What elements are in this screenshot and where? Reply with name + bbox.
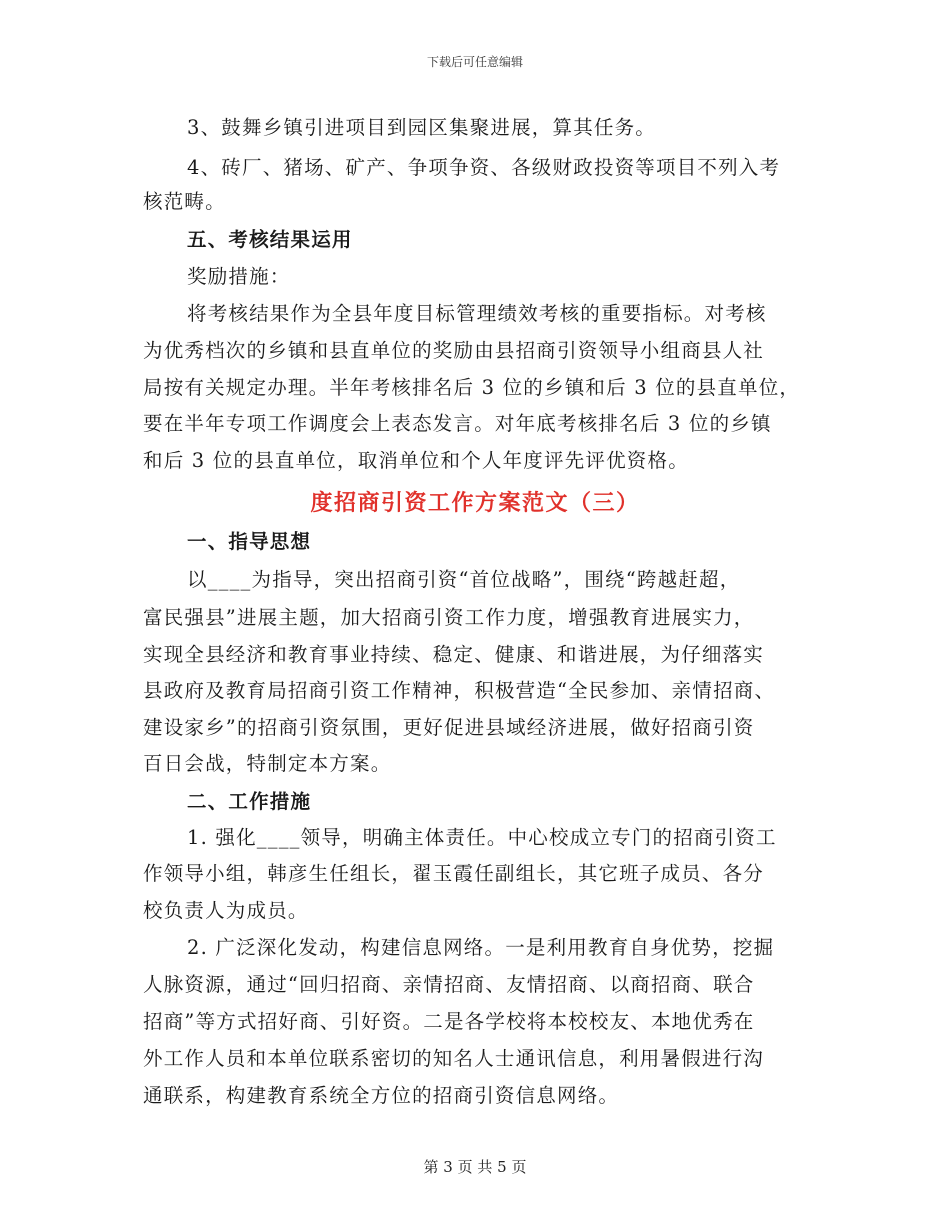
- paragraph-line: 2. 广泛深化发动，构建信息网络。一是利用教育自身优势，挖掘: [187, 936, 775, 959]
- paragraph-line: 3、鼓舞乡镇引进项目到园区集聚进展，算其任务。: [187, 116, 657, 139]
- paragraph-line: 将考核结果作为全县年度目标管理绩效考核的重要指标。对考核: [187, 302, 767, 325]
- paragraph-line: 招商”等方式招好商、引好资。二是各学校将本校校友、本地优秀在: [143, 1010, 755, 1033]
- paragraph-line: 百日会战，特制定本方案。: [143, 752, 392, 775]
- paragraph-line: 人脉资源，通过“回归招商、亲情招商、友情招商、以商招商、联合: [143, 973, 755, 996]
- page-header: 下载后可任意编辑: [426, 55, 523, 69]
- section-heading-2: 二、工作措施: [187, 790, 312, 813]
- section-heading-5: 五、考核结果运用: [187, 228, 353, 251]
- paragraph-line: 核范畴。: [143, 190, 226, 213]
- paragraph-line: 校负责人为成员。: [143, 899, 309, 922]
- paragraph-line: 1. 强化____领导，明确主体责任。中心校成立专门的招商引资工: [187, 826, 777, 849]
- paragraph-line: 以____为指导，突出招商引资“首位战略”，围绕“跨越赶超，: [187, 568, 741, 591]
- section-heading-1: 一、指导思想: [187, 530, 312, 553]
- paragraph-line: 奖励措施：: [187, 265, 291, 288]
- section-title: 度招商引资工作方案范文（三）: [310, 490, 640, 516]
- paragraph-line: 富民强县”进展主题，加大招商引资工作力度，增强教育进展实力，: [143, 606, 755, 629]
- paragraph-line: 外工作人员和本单位联系密切的知名人士通讯信息，利用暑假进行沟: [143, 1047, 765, 1070]
- paragraph-line: 和后 3 位的县直单位，取消单位和个人年度评先评优资格。: [143, 449, 689, 472]
- page-footer: 第 3 页 共 5 页: [423, 1158, 527, 1176]
- paragraph-line: 通联系，构建教育系统全方位的招商引资信息网络。: [143, 1084, 620, 1107]
- paragraph-line: 实现全县经济和教育事业持续、稳定、健康、和谐进展，为仔细落实: [143, 643, 765, 666]
- paragraph-line: 建设家乡”的招商引资氛围，更好促进县域经济进展，做好招商引资: [143, 716, 755, 739]
- paragraph-line: 要在半年专项工作调度会上表态发言。对年底考核排名后 3 位的乡镇: [143, 412, 772, 435]
- paragraph-line: 县政府及教育局招商引资工作精神，积极营造“全民参加、亲情招商、: [143, 679, 776, 702]
- paragraph-line: 作领导小组，韩彦生任组长，翟玉霞任副组长，其它班子成员、各分: [143, 862, 765, 885]
- paragraph-line: 局按有关规定办理。半年考核排名后 3 位的乡镇和后 3 位的县直单位，: [143, 376, 801, 399]
- paragraph-line: 4、砖厂、猪场、矿产、争项争资、各级财政投资等项目不列入考: [187, 156, 781, 179]
- paragraph-line: 为优秀档次的乡镇和县直单位的奖励由县招商引资领导小组商县人社: [143, 339, 765, 362]
